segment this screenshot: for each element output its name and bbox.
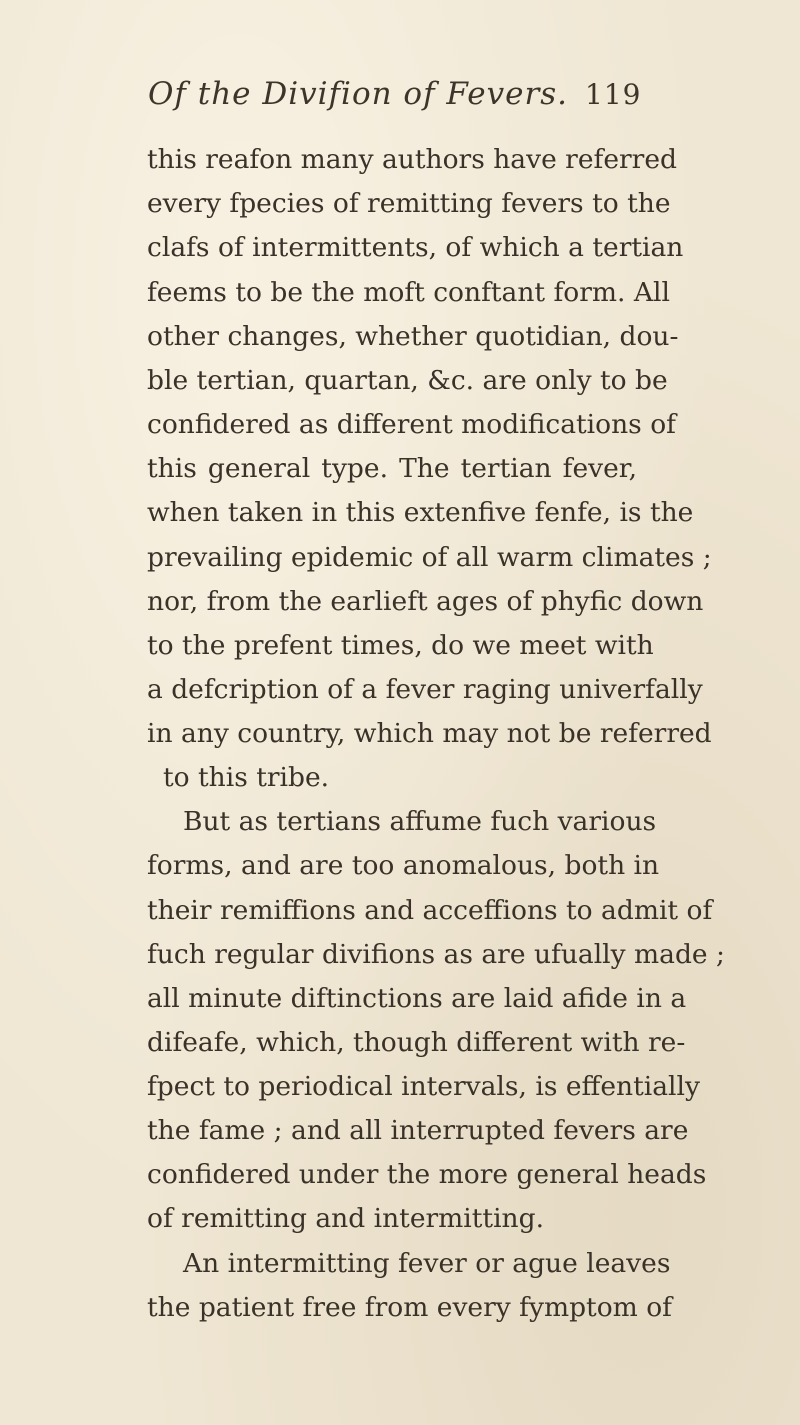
text-line: to this tribe.	[163, 762, 330, 793]
text-line: confidered as different modifications of	[147, 409, 676, 440]
text-line: a defcription of a fever raging univerfally	[147, 674, 703, 705]
text-line: this reafon many authors have referred	[147, 144, 677, 175]
text-line: other changes, whether quotidian, dou-	[147, 321, 679, 352]
text-line: when taken in this extenfive fenfe, is the	[147, 497, 694, 528]
paragraph-start-line: An intermitting fever or ague leaves	[183, 1248, 671, 1279]
text-line: this general type. The tertian fever,	[147, 453, 637, 484]
text-line: prevailing epidemic of all warm climates ;	[147, 542, 712, 573]
text-line: ble tertian, quartan, &c. are only to be	[147, 365, 668, 396]
page-number: 119	[585, 78, 642, 111]
text-line: fpect to periodical intervals, is effentially	[147, 1071, 700, 1102]
text-line: confidered under the more general heads	[147, 1159, 707, 1190]
text-line: nor, from the earlieft ages of phyfic down	[147, 586, 704, 617]
text-line: feems to be the moft conftant form. All	[147, 277, 670, 308]
text-line: clafs of intermittents, of which a tertian	[147, 232, 684, 263]
text-line: the patient free from every fymptom of	[147, 1292, 672, 1323]
text-line: their remiffions and acceffions to admit of	[147, 895, 713, 926]
running-title: Of the Divifion of Fevers.	[148, 76, 569, 112]
paragraph-start-line: But as tertians affume fuch various	[183, 806, 657, 837]
text-line: fuch regular divifions as are ufually made ;	[147, 939, 725, 970]
text-line: all minute diftinctions are laid afide in a	[147, 983, 687, 1014]
text-line: to the prefent times, do we meet with	[147, 630, 654, 661]
text-line: difeafe, which, though different with re-	[147, 1027, 686, 1058]
text-line: of remitting and intermitting.	[147, 1203, 544, 1234]
running-header	[148, 76, 648, 126]
text-line: every fpecies of remitting fevers to the	[147, 188, 671, 219]
text-line: in any country, which may not be referred	[147, 718, 712, 749]
text-line: forms, and are too anomalous, both in	[147, 850, 660, 881]
text-line: the fame ; and all interrupted fevers are	[147, 1115, 689, 1146]
